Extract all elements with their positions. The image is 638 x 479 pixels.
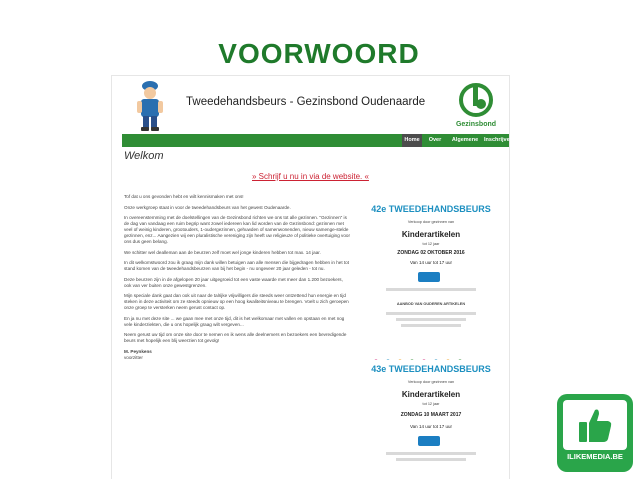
poster-subtitle: Verkoop door gezinnen van [407, 220, 455, 224]
paragraph: We schitter wel dealleman aan de beurzen zelf moet wel jonge kinderen hebben tot max. 14 jaar. [124, 249, 321, 255]
ilikemedia-badge [557, 394, 633, 472]
poster-subtitle: Verkoop door gezinnen van [407, 380, 455, 384]
divider [386, 288, 476, 291]
page-body [122, 148, 509, 479]
poster-headline: Kinderartikelen [401, 230, 461, 239]
poster-title: 43e TWEEDEHANDSBEURS [371, 364, 491, 374]
poster-footer: AANBOD VAN OUDEREN ARTIKELEN [396, 302, 466, 306]
paragraph: Onze werkgroep staat in voor de tweedehandsbeurs van het gewest Oudenaarde. [124, 204, 291, 210]
location-badge-icon [418, 436, 440, 446]
divider [396, 458, 466, 461]
signature-name: M. Peynkens [124, 348, 152, 354]
nav-bar [122, 134, 514, 147]
location-badge-icon [418, 272, 440, 282]
thumbs-up-icon [577, 406, 613, 444]
welcome-heading: Welkom [124, 150, 164, 162]
poster-headline-suffix: tot 12 jaar [422, 402, 440, 406]
paragraph: En ja nu met deze site ... we gaan mee met onze tijd, dit is het welkomaar met vallen en opstaan en met nog vele kinderziekten, die u ons hopelijk graag wilt vergeven... [124, 315, 345, 327]
website-screenshot [112, 76, 514, 479]
poster-date: ZONDAG 10 MAART 2017 [400, 412, 462, 418]
divider [386, 312, 476, 315]
site-header [112, 76, 509, 134]
beurs-poster-43[interactable] [356, 360, 506, 479]
signature-role: voorzitter [124, 354, 143, 360]
paragraph: In overeenstemming met de doelstellingen van de Gezinsbond richten we ons tot alle gezinnen. "Gezinnen" is de dag van vandaag een ruim begrip want zowel iedereen kan lid worden van de Gezinsbond: gezinnen met veel of weinig kinderen, grootouders, 1-oudergezinnen, gehuwden of samenwonenden, nieuw samenge-stelde gezinnen, enz... Aangezien wij een pluralistische vereniging zijn heeft uw religieuze of politieke overtuiging voor ons dus geen belang. [124, 215, 350, 244]
paragraph: Deze beurzen zijn in de afgelopen 20 jaar uitgegroeid tot een vaste waarde met meer dan 1.200 bezoekers, ook van ver buiten onze gewestgrenzen. [124, 276, 343, 288]
divider [396, 318, 466, 321]
logo-wordmark: Gezinsbond [455, 121, 497, 128]
paragraph: Mijn speciale dank gaat dan ook uit naar de talrijke vrijwilligers die steeds weer ontzettend hun energie en tijd steken in deze activiteit om ze steeds opnieuw op een hoog kwaliteitsniveau te brengen. Voelt u zich geroepen onze groep te versterken neem gerust contact op. [124, 293, 349, 310]
nav-algemene-info[interactable]: Algemene [451, 137, 479, 143]
poster-headline: Kinderartikelen [401, 390, 461, 399]
paragraph: In dit welkomstwoord zou ik graag mijn dank willen betuigen aan alle mensen die bijgedragen hebben in het tot stand komen van de tweedehandsbeurzen van bij het begin - nu ongeveer 20 jaar geleden - tot nu. [124, 260, 349, 271]
badge-label: ILIKEMEDIA.BE [567, 452, 623, 461]
beurs-poster-42[interactable] [356, 200, 506, 358]
poster-title: 42e TWEEDEHANDSBEURS [371, 204, 491, 214]
badge-panel [563, 400, 627, 450]
gezinsbond-logo-icon [454, 82, 498, 130]
nav-over-ons[interactable]: Over [428, 137, 442, 143]
poster-date: ZONDAG 02 OKTOBER 2016 [397, 250, 465, 256]
mascot-figure-icon [134, 80, 166, 132]
poster-time: Van 14 uur tot 17 uur [410, 260, 452, 265]
paragraph: Neem gerust uw tijd om onze site door te nemen en ik wens alle deelnemers en bezoekers een bevredigende beurs met hopelijk een blij weerzien tot gevolg! [124, 332, 347, 343]
slide-title: VOORWOORD [218, 38, 420, 69]
site-name: Tweedehandsbeurs - Gezinsbond Oudenaarde [186, 96, 426, 108]
nav-inschrijven[interactable]: Inschrijven [484, 137, 514, 143]
signup-link[interactable]: » Schrijf u nu in via de website. « [252, 172, 369, 181]
poster-headline-suffix: tot 12 jaar [422, 242, 440, 246]
divider [401, 324, 461, 327]
poster-time: Van 14 uur tot 17 uur [410, 424, 452, 429]
divider [386, 452, 476, 455]
intro-text [124, 194, 350, 361]
paragraph: Tof dat u ons gevonden hebt en wilt kennismaken met ons! [124, 194, 244, 199]
nav-home[interactable]: Home [402, 134, 422, 147]
